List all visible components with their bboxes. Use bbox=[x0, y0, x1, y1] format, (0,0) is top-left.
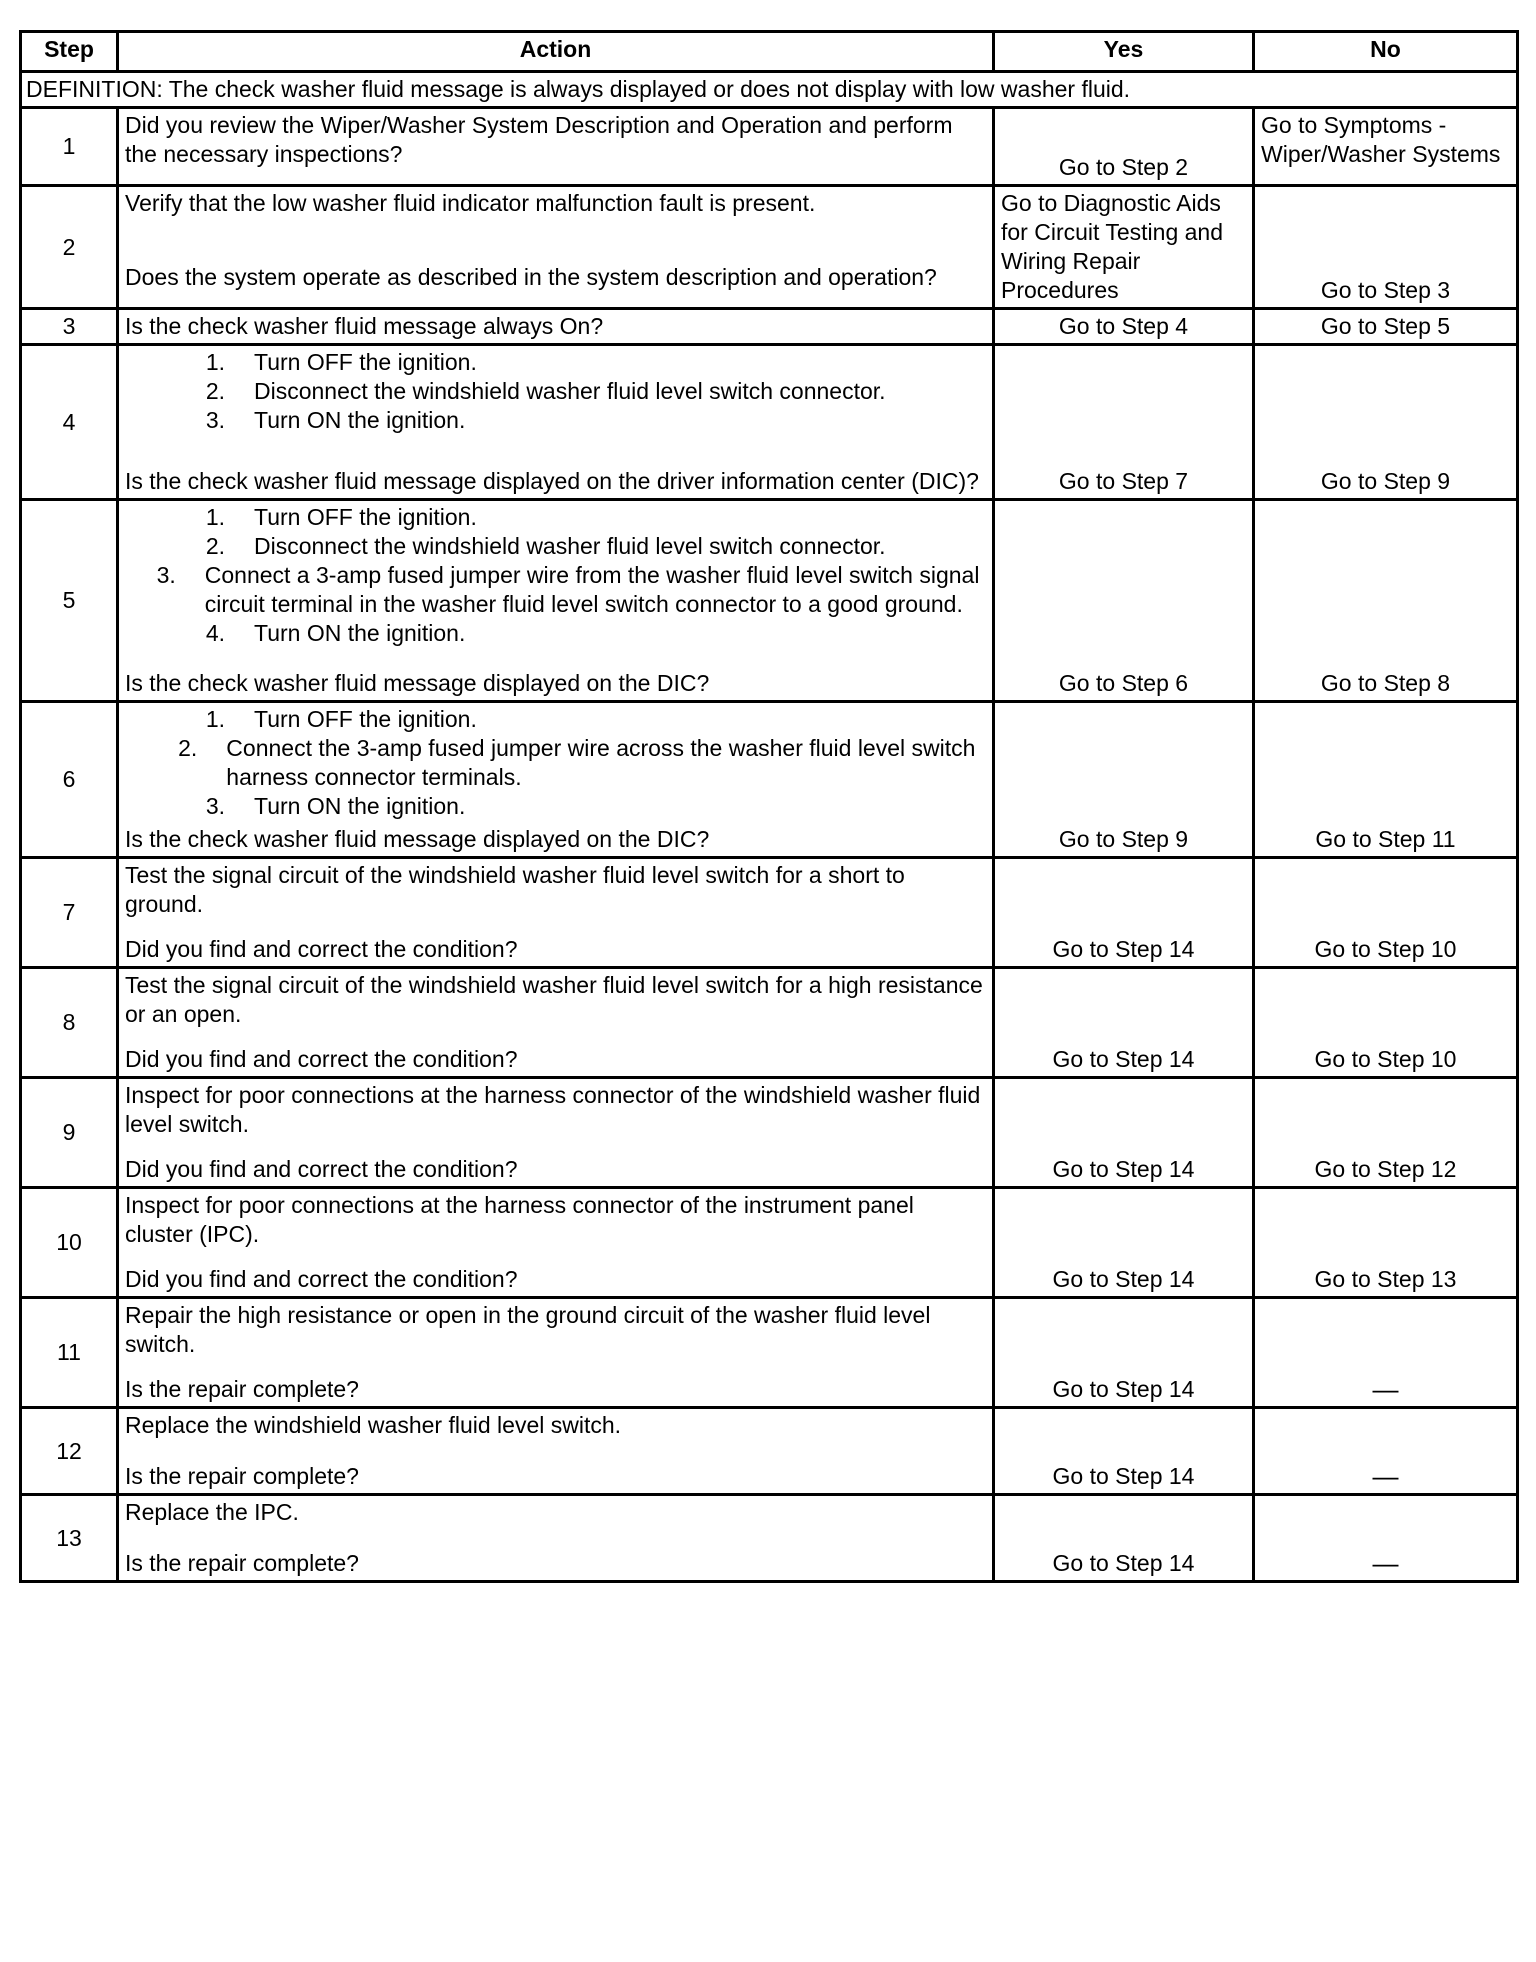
table-row bbox=[21, 858, 1518, 968]
header-action: Action bbox=[118, 32, 994, 72]
table-row bbox=[21, 1495, 1518, 1582]
list-item-number: 3. bbox=[156, 562, 176, 588]
step-number: 5 bbox=[21, 500, 118, 702]
table-row bbox=[21, 1188, 1518, 1298]
list-item bbox=[125, 705, 986, 734]
table-row bbox=[21, 702, 1518, 858]
header-no: No bbox=[1254, 32, 1518, 72]
action-cell bbox=[118, 1078, 994, 1188]
action-cell bbox=[118, 968, 994, 1078]
yes-result: Go to Step 14 bbox=[994, 1495, 1254, 1582]
list-item-text: Turn OFF the ignition. bbox=[254, 349, 477, 375]
table-row bbox=[21, 1078, 1518, 1188]
action-question: Did you find and correct the condition? bbox=[125, 936, 518, 962]
action-question: Does the system operate as described in the system description and operation? bbox=[125, 264, 937, 290]
list-item-text: Disconnect the windshield washer fluid level switch connector. bbox=[254, 378, 886, 404]
step-number: 12 bbox=[21, 1408, 118, 1495]
step-number: 13 bbox=[21, 1495, 118, 1582]
diagnostic-table-page bbox=[19, 30, 1516, 1583]
action-question: Is the check washer fluid message displayed on the DIC? bbox=[125, 670, 710, 696]
no-result: Go to Step 8 bbox=[1254, 500, 1518, 702]
table-row bbox=[21, 1408, 1518, 1495]
action-question: Did you find and correct the condition? bbox=[125, 1046, 518, 1072]
list-item-number: 2. bbox=[205, 378, 225, 404]
list-item bbox=[125, 532, 986, 561]
action-cell bbox=[118, 309, 994, 345]
step-number: 1 bbox=[21, 108, 118, 186]
list-item-number: 2. bbox=[178, 735, 198, 761]
no-result: Go to Step 11 bbox=[1254, 702, 1518, 858]
action-question: Did you find and correct the condition? bbox=[125, 1266, 518, 1292]
no-result: Go to Step 9 bbox=[1254, 345, 1518, 500]
action-steps-list bbox=[125, 503, 986, 648]
no-result: Go to Step 3 bbox=[1254, 186, 1518, 309]
diagnostic-table bbox=[19, 30, 1519, 1583]
action-question: Did you find and correct the condition? bbox=[125, 1156, 518, 1182]
yes-result: Go to Step 6 bbox=[994, 500, 1254, 702]
header-step: Step bbox=[21, 32, 118, 72]
action-cell bbox=[118, 1188, 994, 1298]
list-item bbox=[125, 792, 986, 821]
action-text: Test the signal circuit of the windshield washer fluid level switch for a high resistance or an open. bbox=[125, 972, 983, 1027]
table-row bbox=[21, 500, 1518, 702]
yes-result: Go to Step 14 bbox=[994, 1078, 1254, 1188]
list-item-number: 1. bbox=[205, 349, 225, 375]
list-item-number: 4. bbox=[205, 620, 225, 646]
table-row bbox=[21, 186, 1518, 309]
action-text: Replace the IPC. bbox=[125, 1499, 299, 1525]
action-steps-list bbox=[125, 348, 986, 435]
no-result: Go to Step 13 bbox=[1254, 1188, 1518, 1298]
action-cell bbox=[118, 345, 994, 500]
list-item-text: Disconnect the windshield washer fluid level switch connector. bbox=[254, 533, 886, 559]
list-item-text: Connect the 3-amp fused jumper wire across the washer fluid level switch harness connector terminals. bbox=[226, 735, 976, 790]
table-row bbox=[21, 108, 1518, 186]
list-item-number: 3. bbox=[205, 407, 225, 433]
action-cell bbox=[118, 1298, 994, 1408]
action-cell bbox=[118, 1408, 994, 1495]
action-cell bbox=[118, 186, 994, 309]
header-row bbox=[21, 32, 1518, 72]
yes-result: Go to Step 4 bbox=[994, 309, 1254, 345]
list-item-text: Turn ON the ignition. bbox=[254, 620, 466, 646]
step-number: 2 bbox=[21, 186, 118, 309]
no-result: — bbox=[1254, 1298, 1518, 1408]
action-text: Test the signal circuit of the windshield washer fluid level switch for a short to ground. bbox=[125, 862, 905, 917]
list-item-number: 3. bbox=[205, 793, 225, 819]
step-number: 7 bbox=[21, 858, 118, 968]
action-cell bbox=[118, 858, 994, 968]
list-item-number: 1. bbox=[205, 504, 225, 530]
yes-result: Go to Step 14 bbox=[994, 968, 1254, 1078]
action-text: Verify that the low washer fluid indicator malfunction fault is present. bbox=[125, 190, 816, 216]
yes-result: Go to Step 14 bbox=[994, 1408, 1254, 1495]
action-question: Is the check washer fluid message displayed on the driver information center (DIC)? bbox=[125, 468, 979, 494]
action-question: Is the check washer fluid message displayed on the DIC? bbox=[125, 826, 710, 852]
list-item-text: Turn ON the ignition. bbox=[254, 793, 466, 819]
action-cell bbox=[118, 500, 994, 702]
action-question: Is the repair complete? bbox=[125, 1463, 359, 1489]
step-number: 11 bbox=[21, 1298, 118, 1408]
action-text: Inspect for poor connections at the harness connector of the windshield washer fluid level switch. bbox=[125, 1082, 981, 1137]
action-text: Inspect for poor connections at the harness connector of the instrument panel cluster (IPC). bbox=[125, 1192, 914, 1247]
yes-result: Go to Step 2 bbox=[994, 108, 1254, 186]
definition-row bbox=[21, 72, 1518, 108]
no-result: Go to Step 5 bbox=[1254, 309, 1518, 345]
yes-result: Go to Step 14 bbox=[994, 1298, 1254, 1408]
definition-text: DEFINITION: The check washer fluid message is always displayed or does not display with low washer fluid. bbox=[21, 72, 1518, 108]
step-number: 4 bbox=[21, 345, 118, 500]
action-steps-list bbox=[125, 705, 986, 821]
action-question: Is the repair complete? bbox=[125, 1376, 359, 1402]
no-result: Go to Step 12 bbox=[1254, 1078, 1518, 1188]
table-row bbox=[21, 309, 1518, 345]
table-row bbox=[21, 968, 1518, 1078]
list-item bbox=[125, 503, 986, 532]
yes-result: Go to Diagnostic Aids for Circuit Testing and Wiring Repair Procedures bbox=[994, 186, 1254, 309]
list-item bbox=[125, 377, 986, 406]
yes-result: Go to Step 7 bbox=[994, 345, 1254, 500]
header-yes: Yes bbox=[994, 32, 1254, 72]
list-item bbox=[125, 348, 986, 377]
step-number: 8 bbox=[21, 968, 118, 1078]
yes-result: Go to Step 14 bbox=[994, 1188, 1254, 1298]
list-item-text: Turn OFF the ignition. bbox=[254, 504, 477, 530]
yes-result: Go to Step 14 bbox=[994, 858, 1254, 968]
list-item-text: Turn OFF the ignition. bbox=[254, 706, 477, 732]
action-cell bbox=[118, 108, 994, 186]
step-number: 3 bbox=[21, 309, 118, 345]
yes-result: Go to Step 9 bbox=[994, 702, 1254, 858]
no-result: — bbox=[1254, 1408, 1518, 1495]
step-number: 10 bbox=[21, 1188, 118, 1298]
list-item-number: 1. bbox=[205, 706, 225, 732]
no-result: Go to Symptoms - Wiper/Washer Systems bbox=[1254, 108, 1518, 186]
list-item-text: Connect a 3-amp fused jumper wire from the washer fluid level switch signal circuit terminal in the washer fluid level switch connector to a good ground. bbox=[204, 562, 980, 617]
list-item bbox=[125, 561, 986, 619]
step-number: 9 bbox=[21, 1078, 118, 1188]
no-result: — bbox=[1254, 1495, 1518, 1582]
table-row bbox=[21, 1298, 1518, 1408]
step-number: 6 bbox=[21, 702, 118, 858]
action-text: Repair the high resistance or open in the ground circuit of the washer fluid level switch. bbox=[125, 1302, 931, 1357]
action-text: Replace the windshield washer fluid level switch. bbox=[125, 1412, 622, 1438]
action-text: Is the check washer fluid message always On? bbox=[125, 313, 604, 339]
list-item-number: 2. bbox=[205, 533, 225, 559]
table-row bbox=[21, 345, 1518, 500]
list-item-text: Turn ON the ignition. bbox=[254, 407, 466, 433]
list-item bbox=[125, 406, 986, 435]
no-result: Go to Step 10 bbox=[1254, 968, 1518, 1078]
list-item bbox=[125, 734, 986, 792]
action-cell bbox=[118, 702, 994, 858]
action-question: Is the repair complete? bbox=[125, 1550, 359, 1576]
no-result: Go to Step 10 bbox=[1254, 858, 1518, 968]
action-cell bbox=[118, 1495, 994, 1582]
action-text: Did you review the Wiper/Washer System Description and Operation and perform the necessary inspections? bbox=[125, 112, 953, 167]
list-item bbox=[125, 619, 986, 648]
